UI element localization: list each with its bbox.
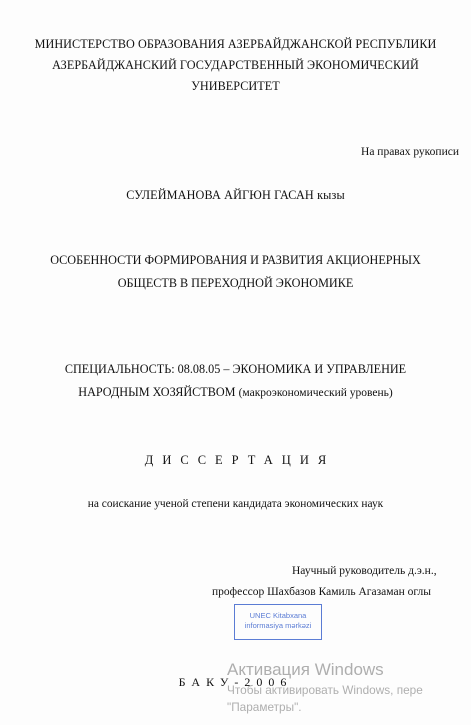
author-name: СУЛЕЙМАНОВА АЙГЮН ГАСАН кызы [126,188,345,202]
windows-activation-text-1: Чтобы активировать Windows, пере [227,683,423,697]
specialty-field-name: НАРОДНЫМ ХОЗЯЙСТВОМ [78,385,236,399]
advisor-line-1: Научный руководитель д.э.н., [292,565,437,577]
ministry-line-3: УНИВЕРСИТЕТ [191,79,280,93]
manuscript-rights-note: На правах рукописи [361,146,459,158]
windows-activation-text-2: "Параметры". [227,700,302,714]
windows-activation-title: Активация Windows [227,660,384,679]
specialty-level-note: (макроэкономический уровень) [238,387,393,399]
stamp-line-1: UNEC Kitabxana [249,611,307,620]
specialty-line-2 [0,386,471,400]
degree-statement: на соискание ученой степени кандидата экономических наук [87,498,384,510]
stamp-line-2: informasiya mərkəzi [244,621,312,631]
document-type: ДИССЕРТАЦИЯ [144,453,336,467]
ministry-line-2: АЗЕРБАЙДЖАНСКИЙ ГОСУДАРСТВЕННЫЙ ЭКОНОМИЧЕСКИЙ [52,58,419,72]
city-year: БАКУ-2006 [178,675,293,689]
topic-line-1: ОСОБЕННОСТИ ФОРМИРОВАНИЯ И РАЗВИТИЯ АКЦИОНЕРНЫХ [50,253,421,267]
topic-line-2: ОБЩЕСТВ В ПЕРЕХОДНОЙ ЭКОНОМИКЕ [117,276,354,290]
library-stamp [234,604,322,640]
specialty-line-1: СПЕЦИАЛЬНОСТЬ: 08.08.05 – ЭКОНОМИКА И УПРАВЛЕНИЕ [64,362,407,376]
advisor-line-2: профессор Шахбазов Камиль Агазаман оглы [212,586,431,598]
ministry-line-1: МИНИСТЕРСТВО ОБРАЗОВАНИЯ АЗЕРБАЙДЖАНСКОЙ РЕСПУБЛИКИ [34,37,437,51]
